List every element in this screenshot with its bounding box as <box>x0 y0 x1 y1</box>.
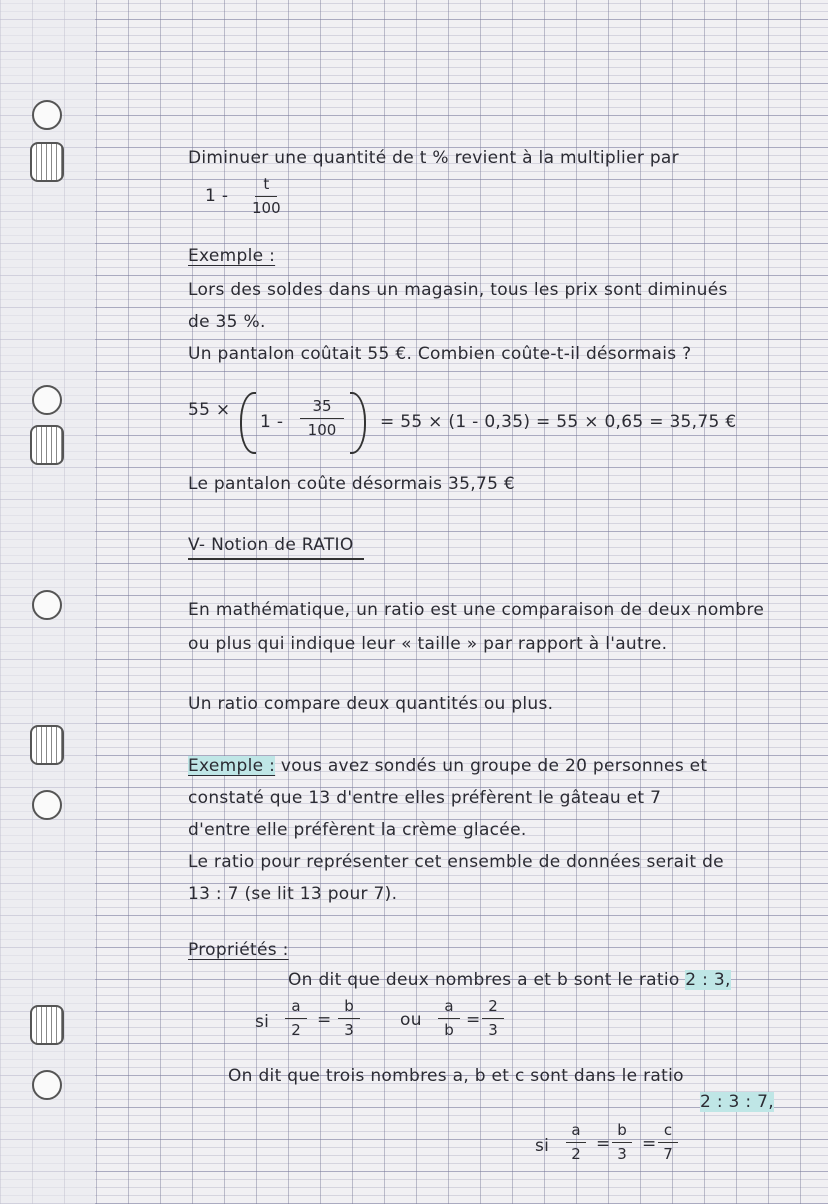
definition-line: En mathématique, un ratio est une comparaison de deux nombre <box>188 600 765 620</box>
example2-line: constaté que 13 d'entre elles préfèrent le gâteau et 7 <box>188 788 662 808</box>
denominator: 2 <box>291 1021 301 1039</box>
equals: = <box>466 1010 481 1030</box>
denominator: 2 <box>571 1145 581 1163</box>
binder-ring <box>30 1005 64 1045</box>
binder-hole <box>32 100 62 130</box>
fraction <box>338 998 360 1039</box>
definition-line: ou plus qui indique leur « taille » par rapport à l'autre. <box>188 634 668 654</box>
equals: = <box>317 1010 332 1030</box>
si-label: si <box>255 1012 270 1032</box>
numerator: b <box>344 997 354 1015</box>
property-1 <box>288 970 731 990</box>
calc-rest: = 55 × (1 - 0,35) = 55 × 0,65 = 35,75 € <box>380 412 737 432</box>
binder-hole <box>32 790 62 820</box>
numerator: 35 <box>312 397 332 415</box>
example-line: Lors des soldes dans un magasin, tous les prix sont diminués <box>188 280 728 300</box>
numerator: t <box>263 175 270 193</box>
denominator: b <box>444 1021 454 1039</box>
formula-fraction <box>252 176 281 217</box>
example2-text: vous avez sondés un groupe de 20 personnes et <box>280 756 708 776</box>
example-line: de 35 %. <box>188 312 266 332</box>
numerator: a <box>444 997 454 1015</box>
binder-ring <box>30 142 64 182</box>
or-label: ou <box>400 1010 422 1030</box>
calc-fraction <box>300 398 344 439</box>
fraction <box>482 998 504 1039</box>
si-label: si <box>535 1136 550 1156</box>
binder-hole <box>32 590 62 620</box>
binder-hole <box>32 385 62 415</box>
rule-text: Diminuer une quantité de t % revient à la multiplier par <box>188 148 679 168</box>
property-2: On dit que trois nombres a, b et c sont dans le ratio <box>228 1066 684 1086</box>
equals: = <box>642 1134 657 1154</box>
formula-prefix: 1 - <box>205 186 229 206</box>
properties-heading: Propriétés : <box>188 940 289 960</box>
numerator: c <box>663 1121 673 1139</box>
paren-left <box>240 392 256 454</box>
conclusion: Le pantalon coûte désormais 35,75 € <box>188 474 516 494</box>
binder-hole <box>32 1070 62 1100</box>
denominator: 3 <box>488 1021 498 1039</box>
binder-ring <box>30 725 64 765</box>
example2-line: 13 : 7 (se lit 13 pour 7). <box>188 884 398 904</box>
numerator: a <box>571 1121 581 1139</box>
numerator: 2 <box>488 997 498 1015</box>
example-line: Un pantalon coûtait 55 €. Combien coûte-t-il désormais ? <box>188 344 692 364</box>
example2-line: d'entre elle préfèrent la crème glacée. <box>188 820 527 840</box>
fraction <box>612 1122 632 1163</box>
numerator: b <box>617 1121 627 1139</box>
fraction <box>658 1122 678 1163</box>
ratio-2-3: 2 : 3, <box>685 970 731 990</box>
example2-line1 <box>188 756 707 776</box>
example2-line: Le ratio pour représenter cet ensemble de données serait de <box>188 852 724 872</box>
fraction <box>285 998 307 1039</box>
section-title: V- Notion de RATIO <box>188 535 364 560</box>
denominator: 7 <box>663 1145 673 1163</box>
denominator: 100 <box>307 421 337 439</box>
binder-ring <box>30 425 64 465</box>
numerator: a <box>291 997 301 1015</box>
denominator: 3 <box>344 1021 354 1039</box>
calc-one: 1 - <box>260 412 284 432</box>
ratio-2-3-7: 2 : 3 : 7, <box>700 1092 774 1112</box>
property-1-text: On dit que deux nombres a et b sont le ratio <box>288 970 680 990</box>
calc-prefix: 55 × <box>188 400 231 420</box>
fraction <box>566 1122 586 1163</box>
equals: = <box>596 1134 611 1154</box>
denominator: 100 <box>252 199 281 217</box>
paren-right <box>350 392 366 454</box>
example2-heading: Exemple : <box>188 756 276 776</box>
fraction <box>438 998 460 1039</box>
denominator: 3 <box>617 1145 627 1163</box>
example-heading: Exemple : <box>188 246 276 266</box>
definition-short: Un ratio compare deux quantités ou plus. <box>188 694 554 714</box>
